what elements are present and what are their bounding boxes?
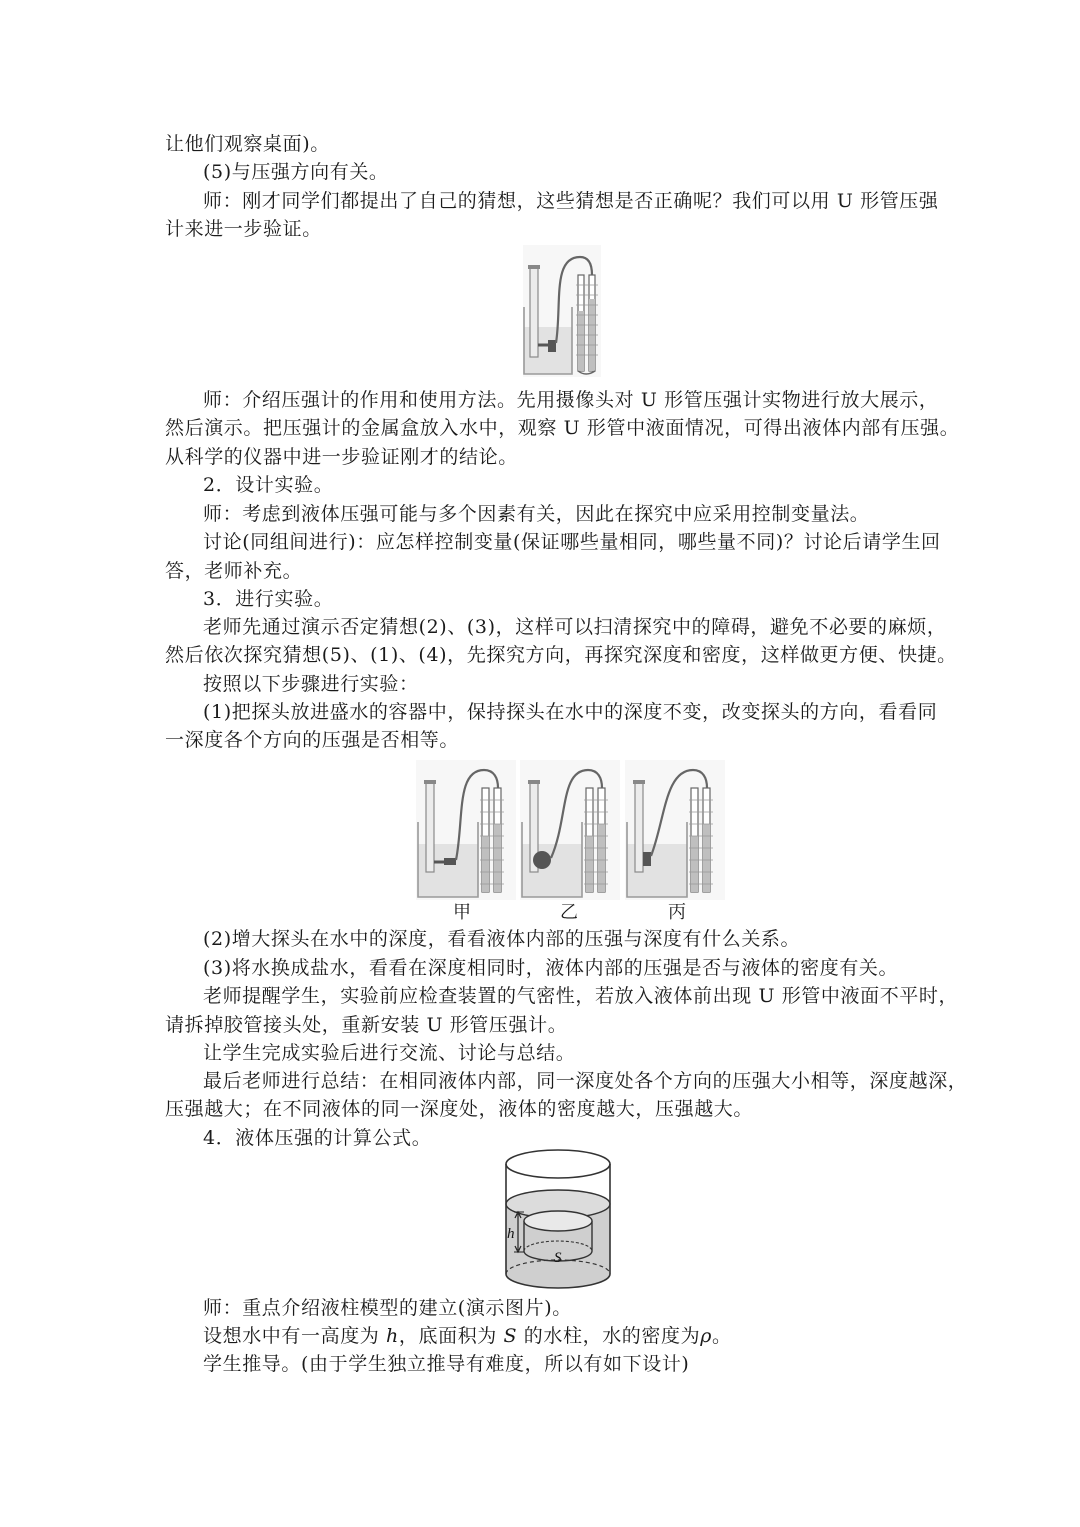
manometer-jia-figure [416,760,516,900]
text-line: 让学生完成实验后进行交流、讨论与总结。 [203,1042,576,1064]
text-line-model [203,1322,963,1350]
text-span: 。 [711,1325,732,1347]
text-line: 请拆掉胶管接头处，重新安装 U 形管压强计。 [165,1014,568,1036]
text-line: 然后依次探究猜想(5)、(1)、(4)，先探究方向，再探究深度和密度，这样做更方便、快捷。 [165,644,957,666]
label-h: h [507,1226,515,1242]
manometer-bing-figure [625,760,725,900]
text-line: 然后演示。把压强计的金属盒放入水中，观察 U 形管中液面情况，可得出液体内部有压强。 [165,417,960,439]
u-tube-manometer-figure [522,245,602,377]
text-line: 从科学的仪器中进一步验证刚才的结论。 [165,446,518,468]
text-line: (2)增大探头在水中的深度，看看液体内部的压强与深度有什么关系。 [203,928,801,950]
text-span: 的水柱，水的密度为 [517,1325,701,1347]
text-span: 设想水中有一高度为 [203,1325,387,1347]
text-line: 3．进行实验。 [203,588,334,610]
symbol-s: S [503,1325,518,1347]
text-line: (3)将水换成盐水，看看在深度相同时，液体内部的压强是否与液体的密度有关。 [203,957,899,979]
text-line: 4．液体压强的计算公式。 [203,1127,432,1149]
text-line: 一深度各个方向的压强是否相等。 [165,729,460,751]
text-line: 2．设计实验。 [203,474,334,496]
symbol-h: h [386,1325,399,1347]
manometer-yi-figure [520,760,620,900]
symbol-rho: ρ [700,1325,712,1347]
text-line: 压强越大；在不同液体的同一深度处，液体的密度越大，压强越大。 [165,1098,754,1120]
text-line: 师：介绍压强计的作用和使用方法。先用摄像头对 U 形管压强计实物进行放大展示， [203,389,939,411]
caption-jia: 甲 [453,902,471,923]
text-line: 让他们观察桌面)。 [165,133,330,155]
liquid-column-cylinder-figure [500,1148,616,1292]
text-line: 答，老师补充。 [165,560,303,582]
text-line: 最后老师进行总结：在相同液体内部，同一深度处各个方向的压强大小相等，深度越深， [203,1070,968,1092]
text-line: 师：刚才同学们都提出了自己的猜想，这些猜想是否正确呢？我们可以用 U 形管压强 [203,190,939,212]
text-line: (5)与压强方向有关。 [203,161,389,183]
label-s: S [554,1250,562,1266]
text-line: 老师先通过演示否定猜想(2)、(3)，这样可以扫清探究中的障碍，避免不必要的麻烦， [203,616,947,638]
text-span: ，底面积为 [398,1325,504,1347]
text-line: 学生推导。(由于学生独立推导有难度，所以有如下设计) [203,1353,690,1375]
caption-yi: 乙 [560,902,578,923]
text-line: (1)把探头放进盛水的容器中，保持探头在水中的深度不变，改变探头的方向，看看同 [203,701,938,723]
text-line: 老师提醒学生，实验前应检查装置的气密性，若放入液体前出现 U 形管中液面不平时， [203,985,959,1007]
text-line: 讨论(同组间进行)：应怎样控制变量(保证哪些量相同，哪些量不同)？讨论后请学生回 [203,531,941,553]
caption-bing: 丙 [668,902,686,923]
text-line: 师：重点介绍液柱模型的建立(演示图片)。 [203,1297,572,1319]
text-line: 师：考虑到液体压强可能与多个因素有关，因此在探究中应采用控制变量法。 [203,503,870,525]
text-line: 按照以下步骤进行实验： [203,673,419,695]
text-line: 计来进一步验证。 [165,218,322,240]
